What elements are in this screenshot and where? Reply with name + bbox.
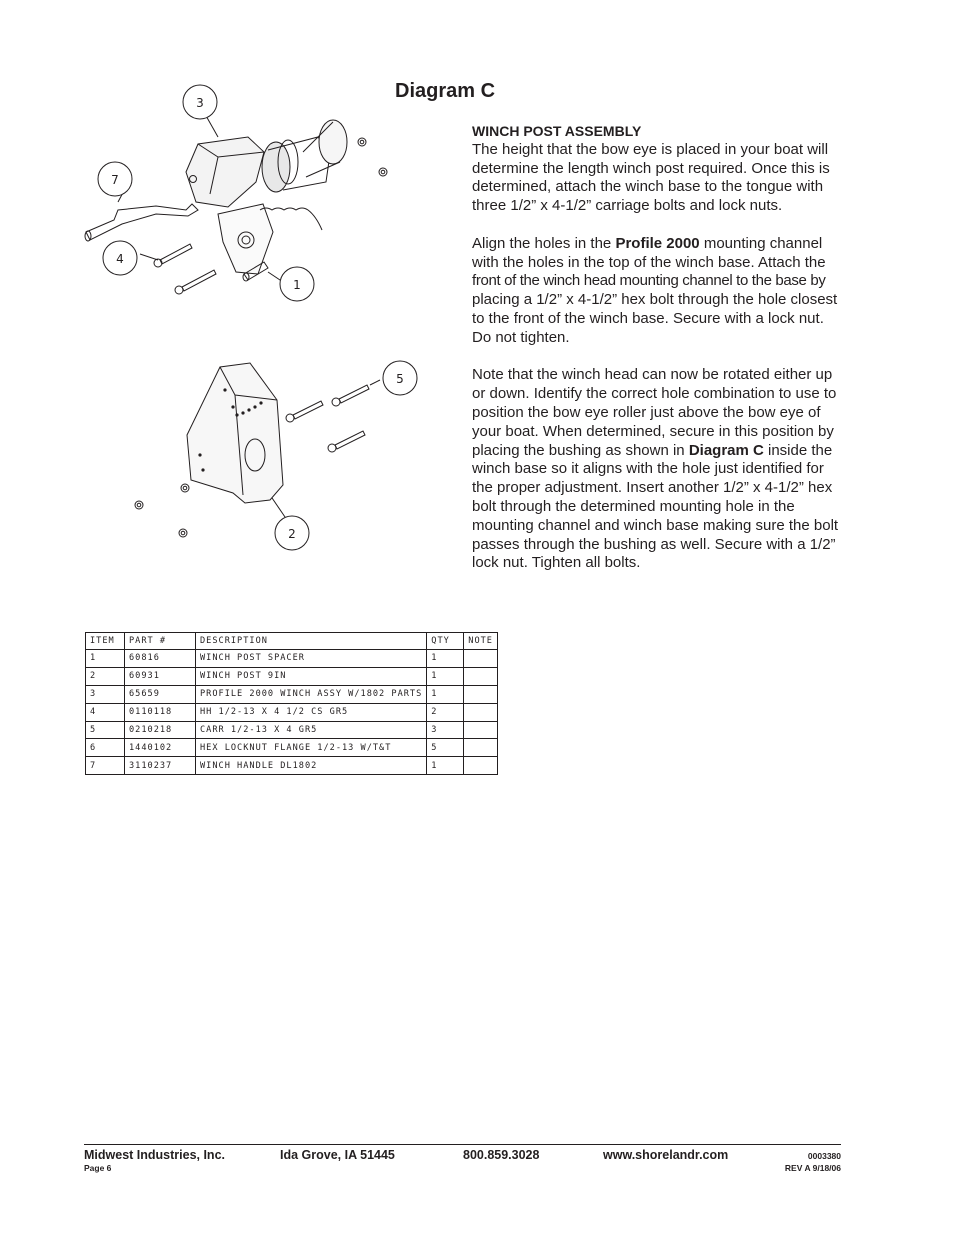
paragraph-2: Align the holes in the Profile 2000 mounting channel with the holes in the top of the winch base. Attach the front of the winch head mounting channel to the base by placing a 1/2” x 4-1/2” hex bolt through the hole closest to the front of the winch base. Secure with a lock nut. Do not tighten. bbox=[472, 234, 838, 346]
callout-1: 1 bbox=[293, 278, 301, 292]
footer-divider bbox=[84, 1144, 841, 1145]
profile-2000-emphasis: Profile 2000 bbox=[615, 234, 700, 252]
callout-7: 7 bbox=[111, 173, 119, 187]
col-description: DESCRIPTION bbox=[196, 633, 427, 650]
footer-website: www.shorelandr.com bbox=[603, 1148, 729, 1162]
footer-phone: 800.859.3028 bbox=[463, 1148, 540, 1162]
document-number: 0003380 bbox=[807, 1151, 841, 1161]
paragraph-3: Note that the winch head can now be rotated either up or down. Identify the correct hole combination to use to position the bow eye roller just above the bow eye of your boat. When determined, secure in this position by placing the bushing as shown in Diagram C inside the winch base so it aligns with the hole just identified for the proper adjustment. Insert another 1/2” x 4-1/2” hex bolt through the determined mounting hole in the mounting channel and winch base making sure the bolt passes through the bushing as well. Secure with a 1/2” lock nut. Tighten all bolts. bbox=[472, 366, 839, 572]
table-row: 6 1440102 HEX LOCKNUT FLANGE 1/2-13 W/T&T 5 bbox=[86, 739, 498, 757]
col-item: ITEM bbox=[86, 633, 125, 650]
section-heading: WINCH POST ASSEMBLY bbox=[472, 123, 642, 139]
table-header-row bbox=[86, 633, 498, 650]
winch-assembly-figure bbox=[78, 82, 408, 312]
col-note: NOTE bbox=[464, 633, 498, 650]
instructions bbox=[472, 122, 844, 592]
winch-post-figure bbox=[125, 355, 425, 555]
table-row: 7 3110237 WINCH HANDLE DL1802 1 bbox=[86, 757, 498, 775]
paragraph-1: The height that the bow eye is placed in your boat will determine the length winch post required. Once this is determined, attach the winch base to the tongue with three 1/2” x 4-1/2” carriage bolts and lock nuts. bbox=[472, 140, 830, 215]
table-row: 5 0210218 CARR 1/2-13 X 4 GR5 3 bbox=[86, 721, 498, 739]
callout-4: 4 bbox=[116, 252, 124, 266]
footer-location: Ida Grove, IA 51445 bbox=[280, 1148, 395, 1162]
table-row: 1 60816 WINCH POST SPACER 1 bbox=[86, 650, 498, 668]
table-row: 2 60931 WINCH POST 9IN 1 bbox=[86, 667, 498, 685]
col-qty: QTY bbox=[427, 633, 464, 650]
page-title: Diagram C bbox=[395, 80, 496, 102]
diagram-c-emphasis: Diagram C bbox=[688, 441, 764, 459]
parts-table bbox=[85, 632, 498, 775]
page-number: Page 6 bbox=[84, 1163, 112, 1173]
table-row: 4 0110118 HH 1/2-13 X 4 1/2 CS GR5 2 bbox=[86, 703, 498, 721]
footer-company: Midwest Industries, Inc. bbox=[84, 1148, 225, 1162]
callout-3: 3 bbox=[196, 96, 204, 110]
callout-2: 2 bbox=[288, 527, 296, 541]
callout-5: 5 bbox=[396, 372, 404, 386]
revision: REV A 9/18/06 bbox=[784, 1163, 841, 1173]
table-row: 3 65659 PROFILE 2000 WINCH ASSY W/1802 PARTS 1 bbox=[86, 685, 498, 703]
col-part: PART # bbox=[125, 633, 196, 650]
